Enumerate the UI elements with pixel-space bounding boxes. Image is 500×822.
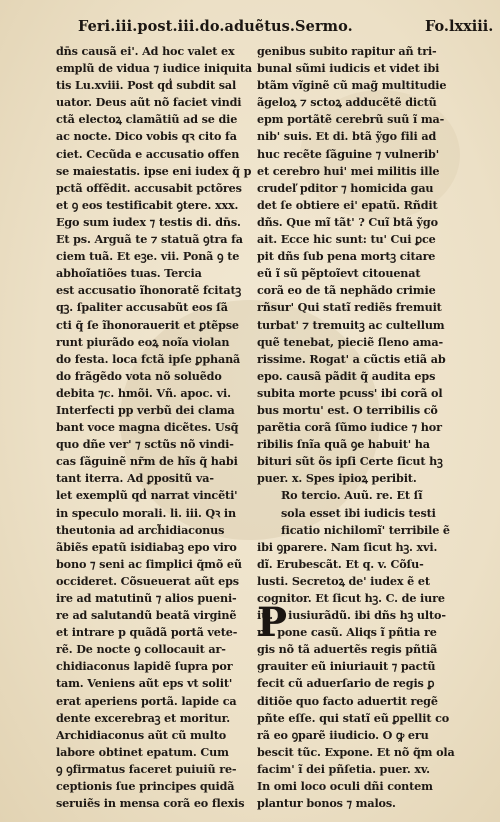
text-line: occideret. Cõsueuerat aũt eps	[56, 573, 239, 588]
text-line: puer. x. Spes ipioꝝ peribit.	[257, 471, 417, 486]
text-line: Ego sum iudex ⁊ testis di. dn̄s.	[56, 214, 241, 229]
text-line: rã eo ꝯparẽ iiudicio. O ꝙ eru	[257, 727, 429, 742]
text-line: uator. Deus aũt nõ faciet vindi	[56, 95, 242, 110]
text-line: et ꝯ eos testificabit ꝯtere. xxx.	[56, 197, 239, 212]
text-line: do festa. loca fctã ipſe ꝑphanã	[56, 351, 241, 366]
text-line: turbat' ⁊ tremuitꝫ ac cultellum	[257, 317, 445, 332]
text-line: subita morte pcuss' ibi corã ol	[257, 385, 443, 400]
text-line: emplũ de vidua ⁊ iudice iniquita	[56, 61, 252, 76]
text-line: ctã electoꝝ clamãtiũ ad se die	[56, 112, 238, 127]
text-line: sola esset ibi iudicis testi	[281, 505, 436, 520]
text-line: ciet. Cecũda e accusatio offen	[56, 146, 240, 161]
text-line: lusti. Secretoꝝ de' iudex ẽ et	[257, 573, 430, 588]
text-line: bus mortu' est. O terribilis cõ	[257, 402, 438, 417]
text-line: cognitor. Et ſicut hꝫ. C. de iure	[257, 591, 445, 605]
text-line: fecit cũ aduerſario de regis ꝑ	[257, 676, 435, 691]
text-line: det ſe obtiere ei' epatũ. Rñdit	[257, 197, 438, 212]
text-line: tis Lu.xviii. Post qḋ subdit sal	[56, 78, 237, 93]
folio-number: Fo.lxxiii.	[425, 18, 494, 35]
text-line: rẽ. pone casũ. Aliqs ĩ pñtia re	[257, 625, 437, 640]
text-line: huc recẽte ſãguine ⁊ vulnerib'	[257, 146, 439, 161]
text-line: epo. causã pãdit q̃ audita eps	[257, 368, 436, 383]
text-line: abhoĩatiões tuas. Tercia	[56, 266, 202, 281]
text-line: ire ad matutinũ ⁊ alios pueni-	[56, 591, 237, 605]
text-line: bituri sũt õs ipſi Certe ſicut hꝫ	[257, 454, 443, 469]
text-line: parẽtia corã ſũmo iudice ⁊ hor	[257, 420, 442, 435]
text-line: ac nocte. Dico vobis qꝛ cito fa	[56, 129, 237, 144]
text-line: ãgeloꝝ ⁊ sctoꝝ adducẽtẽ dictũ	[257, 95, 437, 110]
text-line: nib' suis. Et di. btã ỹgo fili ad	[257, 129, 437, 144]
text-line: iu. l. iusiurãdũ. ibi dñs hꝫ ulto-	[257, 608, 446, 623]
text-line: pit dñs ſub pena mortꝫ citare	[257, 249, 436, 264]
text-line: tant iterra. Ad ꝑpositũ va-	[56, 471, 214, 486]
text-line: ꝯ ꝯfirmatus faceret puiuiũ re-	[56, 761, 237, 776]
text-line: tam. Veniens aũt eps vt solit'	[56, 676, 233, 691]
text-line: ceptionis ſue principes quidã	[56, 779, 235, 794]
text-line: bescit tũc. Expone. Et nõ q̃m ola	[257, 744, 455, 759]
text-line: cti q̃ ſe ĩhonorauerit et ꝑtẽpse	[56, 317, 239, 332]
text-line: chidiaconus lapidẽ ſupra por	[56, 659, 233, 674]
text-line: seruiẽs in mensa corã eo flexis	[56, 796, 245, 811]
text-line: do frãgẽdo vota nõ soluẽdo	[56, 368, 222, 383]
text-line: dĩ. Erubescãt. Et q. v. Cõſu-	[257, 556, 424, 571]
text-line: et intrare p quãdã portã vete-	[56, 625, 238, 640]
text-line: rẽ. De nocte ꝯ collocauit ar-	[56, 642, 226, 657]
text-line: Archidiaconus aũt cũ multo	[56, 727, 227, 742]
text-line: re ad salutandũ beatã virginẽ	[56, 608, 237, 623]
text-line: et cerebro hui' mei militis ille	[257, 163, 440, 178]
text-line: quo dñe ver' ⁊ sctũs nõ vindi-	[56, 437, 234, 452]
text-line: theutonia ad arch̃idiaconus	[56, 522, 225, 537]
text-line: pctã offẽdit. accusabit pctõres	[56, 180, 242, 195]
text-line: ficatio nichilomĩ' terribile ẽ	[281, 522, 450, 537]
text-line: gis nõ tã aduertẽs regis pñtiã	[257, 642, 438, 657]
text-line: debita ⁊c. hmõi. Vñ. apoc. vi.	[56, 385, 231, 400]
text-line: ibi ꝯparere. Nam ſicut hꝫ. xvi.	[257, 539, 438, 554]
text-line: se maiestatis. ipse eni iudex q̃ p	[56, 163, 252, 178]
text-line: est accusatio ĩhonoratẽ fcitatꝫ	[56, 283, 242, 298]
text-line: erat aperiens portã. lapide ca	[56, 693, 237, 708]
text-line: genibus subito rapitur añ tri-	[257, 44, 437, 58]
text-line: dente excerebraꝫ et moritur.	[56, 710, 231, 725]
text-line: ciem tuã. Et eꝫe. vii. Ponã ꝯ te	[56, 249, 240, 264]
text-line: facim' ĩ dei pñſetia. puer. xv.	[257, 761, 430, 776]
text-line: bunal sũmi iudicis et videt ibi	[257, 61, 440, 76]
text-line: dn̄s causã ei'. Ad hoc valet ex	[56, 44, 235, 58]
text-line: Ro tercio. Auũ. re. Et ſĩ	[281, 488, 423, 503]
text-line: In omi loco oculi dñi contem	[257, 779, 433, 794]
text-line: runt piurãdo eoꝝ noĩa violan	[56, 334, 230, 349]
running-title: Feri.iii.post.iii.do.aduẽtus.Sermo.	[78, 18, 353, 35]
text-line: pñte eſſe. qui statĩ eũ ꝑpellit co	[257, 710, 450, 725]
text-line: quẽ tenebat, pieciẽ ſleno ama-	[257, 334, 443, 349]
text-line: qꝫ. ſpaliter accusabũt eos ſã	[56, 300, 228, 315]
text-line: let exemplũ qḋ narrat vincẽti'	[56, 488, 238, 503]
text-line: Interfecti pp verbũ dei clama	[56, 402, 235, 417]
text-line: bant voce magna dicẽtes. Usq̃	[56, 420, 239, 435]
text-line: bono ⁊ seni ac ſimplici q̃mõ eũ	[56, 556, 242, 571]
text-line: rissime. Rogat' a cũctis etiã ab	[257, 351, 446, 366]
text-line: in speculo morali. li. iii. Qꝛ in	[56, 505, 237, 520]
text-line: rñsur' Qui statĩ rediẽs fremuit	[257, 300, 442, 315]
text-line: btãm vĩginẽ cũ mag̃ multitudie	[257, 78, 447, 93]
text-line: ãbiẽs epatũ isidiabaꝫ epo viro	[56, 539, 237, 554]
text-line: ditiõe quo facto aduertit regẽ	[257, 693, 438, 708]
text-column-right	[257, 43, 473, 812]
drop-initial: P	[257, 599, 288, 646]
text-line: labore obtinet epatum. Cum	[56, 744, 229, 759]
text-line: corã eo de tã nephãdo crimie	[257, 283, 436, 298]
text-line: grauiter eũ iniuriauit ⁊ pactũ	[257, 659, 436, 674]
text-line: dñs. Que mĩ tãt' ? Cuĩ btã ỹgo	[257, 214, 438, 229]
text-line: plantur bonos ⁊ malos.	[257, 796, 396, 811]
text-column-left	[56, 43, 256, 812]
text-line: ribilis ſnĩa quã ꝯe habuit' ha	[257, 437, 430, 452]
text-line: Et ps. Arguã te ⁊ statuã ꝯtra fa	[56, 232, 243, 247]
text-line: eũ ĩ sũ pẽptoĩevt citouenat	[257, 266, 421, 281]
text-line: ait. Ecce hic sunt: tu' Cui ꝑce	[257, 232, 436, 247]
text-line: crudeľ pditor ⁊ homicida gau	[257, 180, 434, 195]
text-line: cas ſãguinẽ nr̃m de hĩs q̃ habi	[56, 454, 238, 469]
text-line: epm portãtẽ cerebrũ suũ ĩ ma-	[257, 112, 445, 127]
